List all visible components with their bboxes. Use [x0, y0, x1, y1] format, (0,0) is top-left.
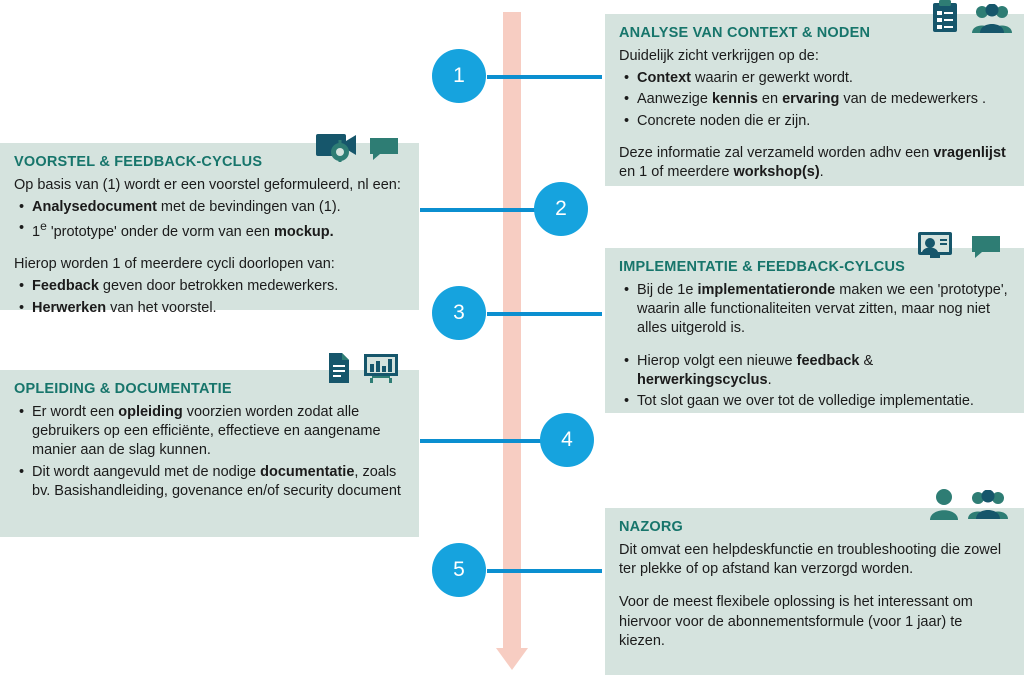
voorstel-c1-post: geven door betrokken medewerkers.: [98, 278, 339, 295]
analyse-outro-mid: en 1 of meerdere: [619, 163, 734, 180]
implementatie-bullet-list: [619, 281, 1010, 338]
analyse-outro-bold2: workshop(s): [733, 163, 820, 180]
card-nazorg: [605, 508, 1024, 675]
voorstel-b2-sup: e: [40, 219, 47, 234]
analyse-intro: Duidelijk zicht verkrijgen op de:: [619, 48, 819, 65]
voorstel-intro: Op basis van (1) wordt er een voorstel geformuleerd, nl een:: [14, 177, 401, 194]
list-item: [637, 352, 1010, 390]
list-item: [637, 112, 1010, 131]
opl-b1-post: voorzien worden zodat alle gebruikers op een efficiënte, effectieve en aangename manier aan de slag kunnen.: [32, 404, 381, 459]
impl-c1-pre: Hierop volgt een nieuwe: [637, 352, 797, 369]
opleiding-bullet-list: [14, 403, 405, 501]
card-voorstel-feedback-cyclus: [0, 143, 419, 316]
opl-b2-pre: Dit wordt aangevuld met de nodige: [32, 463, 261, 480]
voorstel-b1-bold: Analysedocument: [32, 199, 157, 216]
step-circle-5[interactable]: [432, 543, 486, 597]
timeline-arrow-shaft: [503, 12, 521, 652]
step-circle-1[interactable]: [432, 49, 486, 103]
person-icon: [930, 488, 958, 525]
voorstel-mid-text: Hierop worden 1 of meerdere cycli doorlopen van:: [14, 256, 335, 273]
connector-step-2: [420, 208, 540, 212]
step-circle-4[interactable]: [540, 413, 594, 467]
impl-c2-pre: Tot slot gaan we over tot de volledige implementatie.: [637, 392, 974, 409]
card-analyse-context-noden: [605, 14, 1024, 186]
people-group-icon: [972, 4, 1012, 39]
impl-c1-bold2: herwerkingscyclus: [637, 371, 768, 388]
analyse-b1-bold: Context: [637, 70, 691, 87]
analyse-b2-bold: kennis: [711, 91, 758, 108]
list-item: [637, 281, 1010, 338]
icon-cluster-opleiding: [326, 352, 400, 389]
people-group-icon: [968, 490, 1008, 525]
screen-share-icon: [918, 230, 960, 265]
card-title-implementatie: IMPLEMENTATIE & FEEDBACK-CYLCUS: [619, 259, 905, 275]
impl-b1-post: maken we een 'prototype', waarin alle functionaliteiten vervat zitten, maar nog niet alles uitgerold is.: [637, 282, 1008, 337]
timeline-arrow-head: [496, 648, 528, 670]
analyse-b2-mid: en: [757, 91, 783, 108]
voorstel-c2-post: van het voorstel.: [106, 299, 217, 316]
list-item: [32, 277, 405, 296]
step-number-5: 5: [453, 558, 465, 581]
clipboard-checklist-icon: [928, 0, 962, 39]
video-conference-icon: [316, 130, 358, 167]
step-number-3: 3: [453, 301, 465, 324]
analyse-outro: [619, 144, 1010, 182]
analyse-b2-bold2: ervaring: [782, 91, 840, 108]
card-title-voorstel: VOORSTEL & FEEDBACK-CYCLUS: [14, 154, 263, 170]
impl-c1-mid: &: [859, 352, 874, 369]
connector-step-1: [487, 75, 602, 79]
icon-cluster-implementatie: [918, 230, 1002, 265]
icon-cluster-nazorg: [930, 488, 1008, 525]
list-item: [32, 463, 405, 501]
list-item: [32, 299, 405, 318]
analyse-b2-post: van de medewerkers .: [839, 91, 987, 108]
analyse-outro-post: .: [819, 163, 824, 180]
voorstel-b1-post: met de bevindingen van (1).: [156, 199, 341, 216]
list-item: [32, 198, 405, 217]
icon-cluster-voorstel: [316, 130, 400, 167]
voorstel-b2-mid: 'prototype' onder de vorm van een: [46, 224, 274, 241]
voorstel-c1-bold: Feedback: [32, 278, 99, 295]
chat-bubble-icon: [368, 136, 400, 167]
card-title-nazorg: NAZORG: [619, 519, 684, 535]
step-number-4: 4: [561, 428, 573, 451]
list-item: [32, 403, 405, 460]
connector-step-3: [487, 312, 602, 316]
analyse-b1-post: waarin er gewerkt wordt.: [690, 70, 853, 87]
impl-c1-bold: feedback: [796, 352, 860, 369]
card-opleiding-documentatie: [0, 370, 419, 537]
card-implementatie-feedback-cyclus: [605, 248, 1024, 413]
step-circle-2[interactable]: [534, 182, 588, 236]
document-icon: [326, 352, 352, 389]
impl-b1-bold: implementatieronde: [697, 282, 836, 299]
voorstel-b2-pre: 1: [32, 224, 41, 241]
voorstel-c2-bold: Herwerken: [32, 299, 107, 316]
connector-step-4: [420, 439, 545, 443]
list-item: [637, 392, 1010, 411]
voorstel-b2-bold: mockup.: [274, 224, 334, 241]
list-item: [32, 219, 405, 242]
opl-b1-pre: Er wordt een: [32, 404, 119, 421]
impl-b1-pre: Bij de 1e: [637, 282, 698, 299]
list-item: [637, 90, 1010, 109]
analyse-b3-pre: Concrete noden die er zijn.: [637, 112, 811, 129]
opl-b1-bold: opleiding: [118, 404, 183, 421]
analyse-outro-pre: Deze informatie zal verzameld worden adhv een: [619, 144, 934, 161]
step-number-1: 1: [453, 64, 465, 87]
voorstel-bullet-list: [14, 198, 405, 242]
impl-c1-post: .: [767, 371, 772, 388]
training-board-icon: [362, 352, 400, 389]
opl-b2-post: , zoals bv. Basishandleiding, govenance en/of security document: [32, 463, 401, 499]
nazorg-paragraph-1: Dit omvat een helpdeskfunctie en troubleshooting die zowel ter plekke of op afstand kan verzorgd worden.: [619, 542, 1002, 578]
card-title-opleiding: OPLEIDING & DOCUMENTATIE: [14, 381, 232, 397]
step-number-2: 2: [555, 197, 567, 220]
analyse-b2-pre: Aanwezige: [637, 91, 712, 108]
voorstel-bullet-list-2: [14, 277, 405, 317]
chat-bubble-icon: [970, 234, 1002, 265]
connector-step-5: [487, 569, 602, 573]
analyse-bullet-list: [619, 69, 1010, 130]
nazorg-paragraph-2: Voor de meest flexibele oplossing is het interessant om hiervoor voor de abonnementsformule (voor 1 jaar) te kiezen.: [619, 594, 973, 649]
list-item: [637, 69, 1010, 88]
opl-b2-bold: documentatie: [260, 463, 355, 480]
implementatie-bullet-list-2: [619, 352, 1010, 411]
step-circle-3[interactable]: [432, 286, 486, 340]
analyse-outro-bold: vragenlijst: [933, 144, 1006, 161]
icon-cluster-analyse: [928, 0, 1012, 39]
card-title-analyse: ANALYSE VAN CONTEXT & NODEN: [619, 25, 871, 41]
